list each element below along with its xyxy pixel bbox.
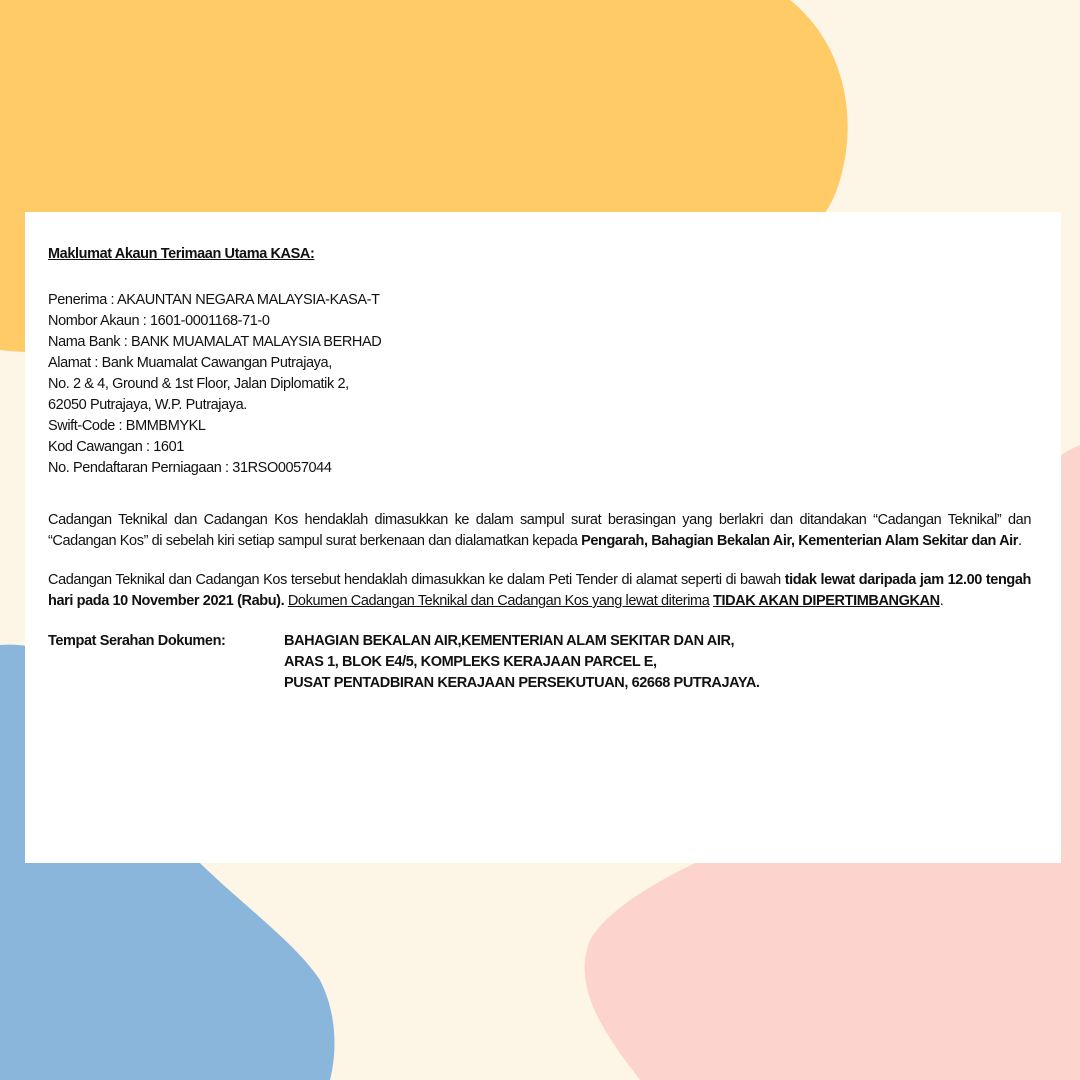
late-notice-underlined: Dokumen Cadangan Teknikal dan Cadangan Kos yang lewat diterima — [287, 593, 710, 609]
addressee-bold-text: Pengarah, Bahagian Bekalan Air, Kementerian Alam Sekitar dan Air — [581, 533, 1019, 549]
account-info-line: Swift-Code : BMMBMYKL — [48, 418, 206, 434]
account-info-line: Kod Cawangan : 1601 — [48, 439, 184, 455]
paragraph-submission-instructions — [48, 510, 1031, 552]
document-card — [25, 212, 1061, 863]
address-line: PUSAT PENTADBIRAN KERAJAAN PERSEKUTUAN, 62668 PUTRAJAYA. — [284, 675, 760, 691]
paragraph-text: Cadangan Teknikal dan Cadangan Kos hendaklah dimasukkan ke dalam sampul surat berasingan yang berlakri dan ditandakan “Cadangan Teknikal” dan “Cadangan Kos” di sebelah kiri setiap sampul surat berkenaan dan dialamatkan kepada — [48, 512, 1031, 549]
paragraph-end: . — [1018, 533, 1022, 549]
submission-location — [48, 631, 1031, 694]
account-info-line: No. 2 & 4, Ground & 1st Floor, Jalan Diplomatik 2, — [48, 376, 349, 392]
paragraph-end: . — [939, 593, 944, 609]
submission-location-address — [284, 631, 760, 694]
address-line: ARAS 1, BLOK E4/5, KOMPLEKS KERAJAAN PARCEL E, — [284, 654, 657, 670]
account-info-line: Nombor Akaun : 1601-0001168-71-0 — [48, 313, 270, 329]
account-info-line: 62050 Putrajaya, W.P. Putrajaya. — [48, 397, 247, 413]
paragraph-deadline — [48, 570, 1031, 612]
deadline-bold-text: tidak lewat daripada jam 12.00 tengah hari pada 10 November 2021 (Rabu). — [48, 572, 1032, 609]
not-considered-bold: TIDAK AKAN DIPERTIMBANGKAN — [713, 593, 940, 609]
submission-location-label: Tempat Serahan Dokumen: — [48, 633, 226, 649]
address-line: BAHAGIAN BEKALAN AIR,KEMENTERIAN ALAM SEKITAR DAN AIR, — [284, 633, 735, 649]
account-info-line: Nama Bank : BANK MUAMALAT MALAYSIA BERHAD — [48, 334, 382, 350]
account-info-line: Penerima : AKAUNTAN NEGARA MALAYSIA-KASA-T — [48, 292, 380, 308]
document-heading: Maklumat Akaun Terimaan Utama KASA: — [48, 246, 315, 262]
account-info-line: Alamat : Bank Muamalat Cawangan Putrajaya, — [48, 355, 332, 371]
paragraph-text: Cadangan Teknikal dan Cadangan Kos tersebut hendaklah dimasukkan ke dalam Peti Tender di alamat seperti di bawah — [48, 572, 785, 588]
account-info-line: No. Pendaftaran Perniagaan : 31RSO0057044 — [48, 460, 332, 476]
account-info-block — [48, 290, 1031, 479]
